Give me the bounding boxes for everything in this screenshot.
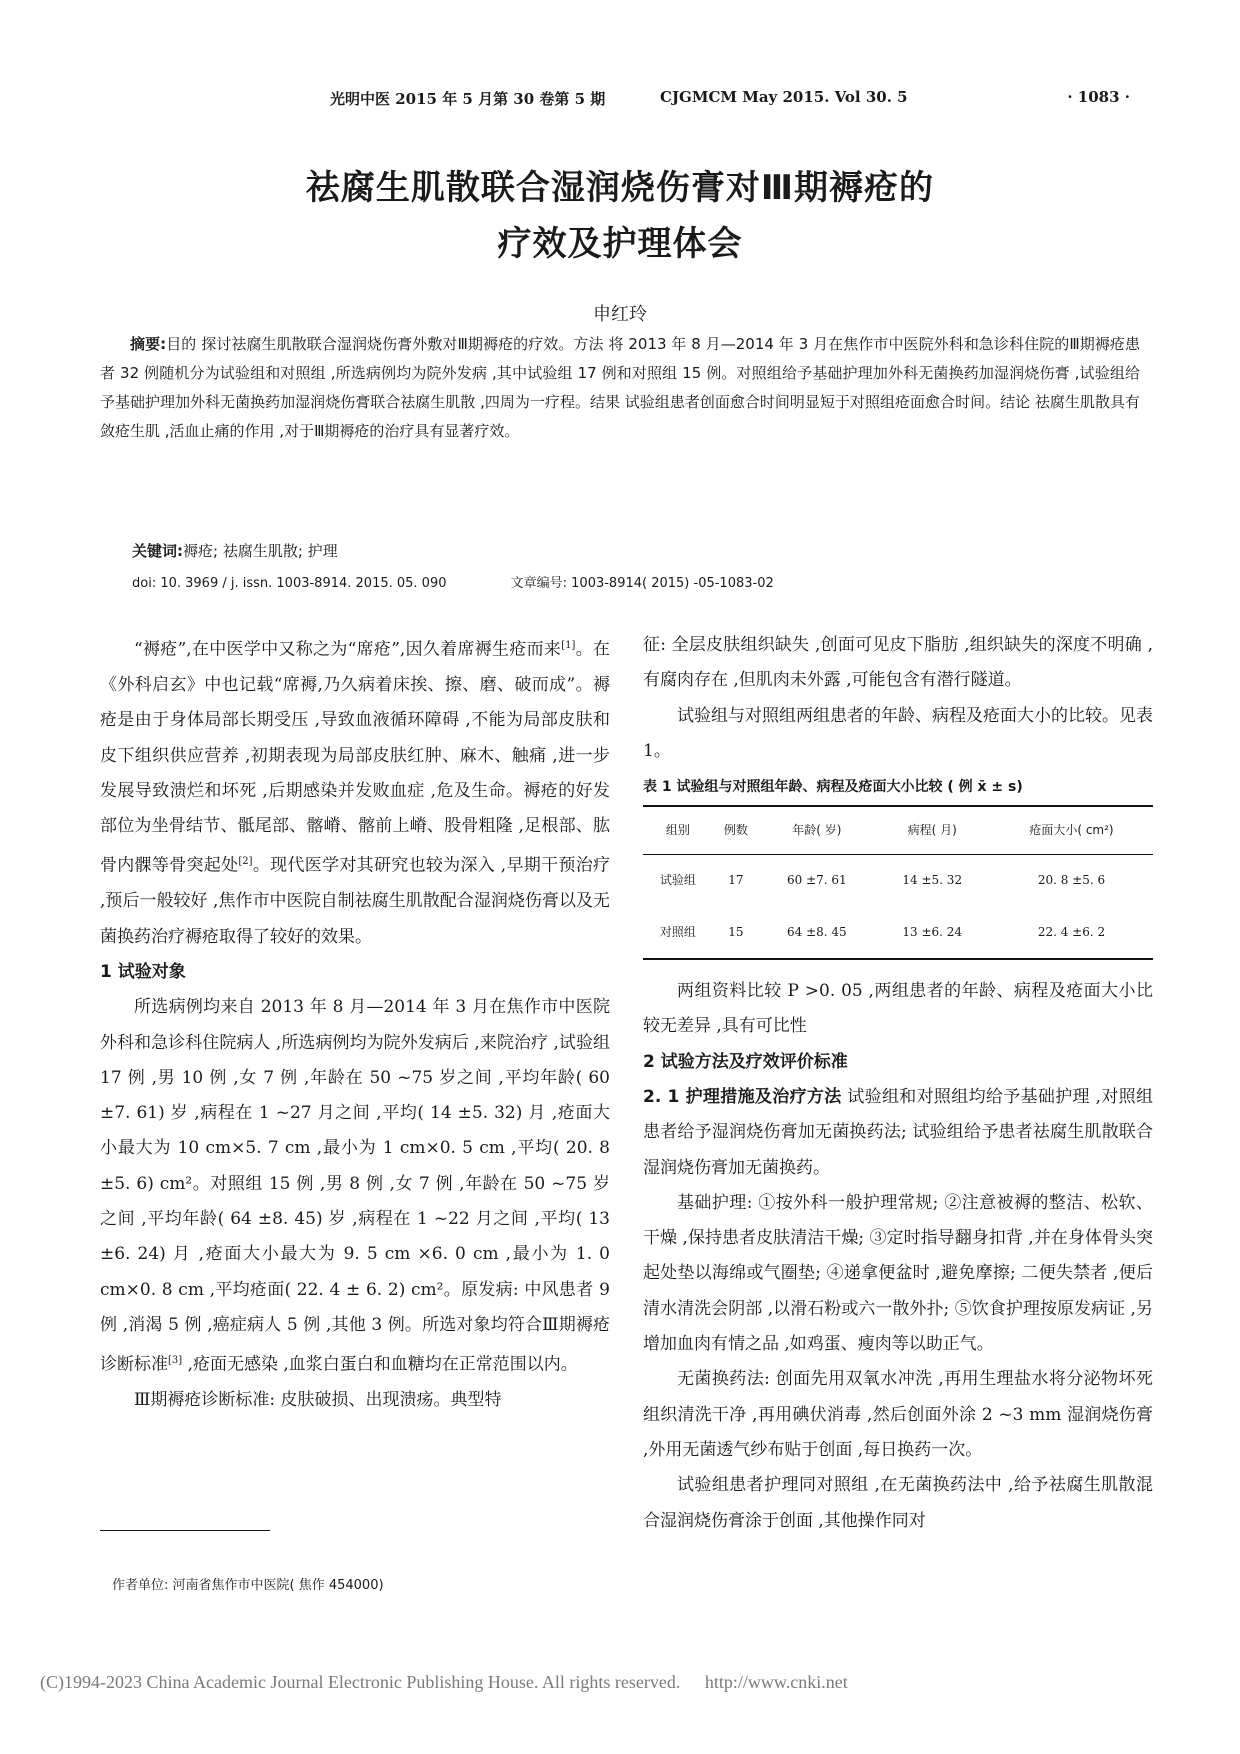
table-cell: 17 xyxy=(728,873,744,888)
basic-care-paragraph: 基础护理: ①按外科一般护理常规; ②注意被褥的整洁、松软、干燥 ,保持患者皮肤清洁干燥; ③定时指导翻身扣背 ,并在身体骨头突起处垫以海绵或气圈垫; ④递拿便盆时 ,避免摩擦; 二便失禁者 ,便后清水清洗会阴部 ,以滑石粉或六一散外扑; ⑤饮食护理按原发病证 ,另增加血肉有情之品 ,如鸡蛋、瘦肉等以助正气。 xyxy=(643,1192,1153,1355)
abstract-text: 目的 探讨祛腐生肌散联合湿润烧伤膏外敷对Ⅲ期褥疮的疗效。方法 将 2013 年 8 月—2014 年 3 月在焦作市中医院外科和急诊科住院的Ⅲ期褥疮患者 32 例随机分为试验组和对照组 ,所选病例均为院外发病 ,其中试验组 17 例和对照组 15 例。对照组给予基础护理加外科无菌换药加湿润烧伤膏 ,试验组给予基础护理加外科无菌换药加湿润烧伤膏联合祛腐生肌散 ,四周为一疗程。结果 试验组患者创面愈合时间明显短于对照组疮面愈合时间。结论 祛腐生肌散具有敛疮生肌 ,活血止痛的作用 ,对于Ⅲ期褥疮的治疗具有显著疗效。 xyxy=(100,335,1140,440)
trial-group-care-paragraph: 试验组患者护理同对照组 ,在无菌换药法中 ,给予祛腐生肌散混合湿润烧伤膏涂于创面 ,其他操作同对 xyxy=(643,1475,1153,1531)
article-number: 文章编号: 1003-8914( 2015) -05-1083-02 xyxy=(510,576,774,591)
title-line-1: 祛腐生肌散联合湿润烧伤膏对Ⅲ期褥疮的 xyxy=(305,168,935,208)
left-column xyxy=(100,628,610,1419)
subjects-paragraph: 所选病例均来自 2013 年 8 月—2014 年 3 月在焦作市中医院外科和急诊科住院病人 ,所选病例均为院外发病后 ,来院治疗 ,试验组 17 例 ,男 10 例 ,女 7 例 ,年龄在 50 ~75 岁之间 ,平均年龄( 60 ±7. 61) 岁 ,病程在 1 ~27 月之间 ,平均( 14 ±5. 32) 月 ,疮面大小最大为 10 cm×5. 7 cm ,最小为 1 cm×0. 5 cm ,平均( 20. 8 ±5. 6) cm²。对照组 15 例 ,男 8 例 ,女 7 例 ,年龄在 50 ~75 岁之间 ,平均年龄( 64 ±8. 45) 岁 ,病程在 1 ~22 月之间 ,平均( 13 ±6. 24) 月 ,疮面大小最大为 9. 5 cm ×6. 0 cm ,最小为 1. 0 cm×0. 8 cm ,平均疮面( 22. 4 ± 6. 2) cm²。原发病: 中风患者 9 例 ,消渴 5 例 ,癌症病人 5 例 ,其他 3 例。所选对象均符合Ⅲ期褥疮诊断标准[3] ,疮面无感染 ,血浆白蛋白和血糖均在正常范围以内。 xyxy=(100,997,610,1375)
sterile-dressing-paragraph: 无菌换药法: 创面先用双氧水冲洗 ,再用生理盐水将分泌物坏死组织清洗干净 ,再用碘伏消毒 ,然后创面外涂 2 ~3 mm 湿润烧伤膏 ,外用无菌透气纱布贴于创面 ,每日换药一次。 xyxy=(643,1369,1153,1460)
footnote-divider xyxy=(100,1530,270,1531)
keywords-text: 褥疮; 祛腐生肌散; 护理 xyxy=(183,542,338,560)
table-header: 例数 xyxy=(713,806,759,855)
keywords-label: 关键词: xyxy=(132,542,183,560)
table-cell: 60 ±7. 61 xyxy=(786,873,847,888)
table-cell: 13 ±6. 24 xyxy=(875,907,990,959)
table-header: 年龄( 岁) xyxy=(759,806,874,855)
section-2-1-paragraph: 2. 1 护理措施及治疗方法 试验组和对照组均给予基础护理 ,对照组患者给予湿润烧伤膏加无菌换药法; 试验组给予患者祛腐生肌散联合湿润烧伤膏加无菌换药。 xyxy=(643,1086,1154,1178)
comparison-paragraph: 试验组与对照组两组患者的年龄、病程及疮面大小的比较。见表 1。 xyxy=(643,705,1153,761)
section-2-heading: 2 试验方法及疗效评价标准 xyxy=(643,1051,848,1072)
keywords xyxy=(132,540,1132,561)
table-cell: 15 xyxy=(713,907,759,959)
section-1-heading: 1 试验对象 xyxy=(100,961,186,982)
title-line-2: 疗效及护理体会 xyxy=(497,224,743,264)
right-column xyxy=(643,628,1153,1539)
table-row xyxy=(643,855,1153,907)
running-header xyxy=(100,88,1140,114)
journal-name-cn: 光明中医 2015 年 5 月第 30 卷第 5 期 xyxy=(330,90,606,108)
table-caption: 表 1 试验组与对照组年龄、病程及疮面大小比较 ( 例 x̄ ± s) xyxy=(643,779,1023,796)
doi: doi: 10. 3969 / j. issn. 1003-8914. 2015. 05. 090 xyxy=(132,576,447,591)
table-header: 疮面大小( cm²) xyxy=(990,806,1153,855)
table-cell: 64 ±8. 45 xyxy=(759,907,874,959)
table-cell: 22. 4 ±6. 2 xyxy=(990,907,1153,959)
author-affiliation: 作者单位: 河南省焦作市中医院( 焦作 454000) xyxy=(112,1578,384,1593)
data-table xyxy=(643,805,1153,960)
criteria-paragraph: Ⅲ期褥疮诊断标准: 皮肤破损、出现溃疡。典型特 xyxy=(134,1390,502,1411)
copyright-notice xyxy=(40,1672,1220,1693)
abstract-label: 摘要: xyxy=(130,335,167,353)
table-cell: 试验组 xyxy=(659,873,696,888)
table-cell: 14 ±5. 32 xyxy=(902,873,963,888)
copyright-text: (C)1994-2023 China Academic Journal Electronic Publishing House. All rights reserved. xyxy=(40,1672,681,1692)
citation-3: [3] xyxy=(168,1355,183,1367)
doi-line xyxy=(132,572,1132,591)
cnki-link[interactable]: http://www.cnki.net xyxy=(704,1672,848,1692)
comparability-paragraph: 两组资料比较 P >0. 05 ,两组患者的年龄、病程及疮面大小比较无差异 ,具有可比性 xyxy=(643,981,1153,1037)
table-header-row xyxy=(643,806,1153,855)
table-cell: 20. 8 ±5. 6 xyxy=(1037,873,1106,888)
abstract xyxy=(100,330,1140,446)
author-name: 申红玲 xyxy=(593,304,647,325)
criteria-continued: 征: 全层皮肤组织缺失 ,创面可见皮下脂肪 ,组织缺失的深度不明确 ,有腐肉存在 ,但肌肉未外露 ,可能包含有潜行隧道。 xyxy=(643,635,1153,691)
table-cell: 对照组 xyxy=(643,907,713,959)
journal-name-en: CJGMCM May 2015. Vol 30. 5 xyxy=(660,88,908,106)
citation-2: [2] xyxy=(238,856,253,868)
page-number: · 1083 · xyxy=(1067,88,1130,106)
table-header: 组别 xyxy=(643,806,713,855)
citation-1: [1] xyxy=(561,640,576,651)
intro-paragraph: “褥疮”,在中医学中又称之为“席疮”,因久着席褥生疮而来[1]。在《外科启玄》中也记载“席褥,乃久病着床挨、擦、磨、破而成”。褥疮是由于身体局部长期受压 ,导致血液循环障碍 ,不能为局部皮肤和皮下组织供应营养 ,初期表现为局部皮肤红肿、麻木、触痛 ,进一步发展导致溃烂和坏死 ,后期感染并发败血症 ,危及生命。褥疮的好发部位为坐骨结节、骶尾部、髂嵴、髂前上嵴、股骨粗隆 ,足根部、肱骨内髁等骨突起处[2]。现代医学对其研究也较为深入 ,早期干预治疗 ,预后一般较好 ,焦作市中医院自制祛腐生肌散配合湿润烧伤膏以及无菌换药治疗褥疮取得了较好的效果。 xyxy=(100,639,610,947)
article-title xyxy=(120,160,1120,272)
section-2-1-heading: 2. 1 护理措施及治疗方法 xyxy=(643,1086,842,1107)
table-row xyxy=(643,907,1153,959)
table-header: 病程( 月) xyxy=(875,806,990,855)
